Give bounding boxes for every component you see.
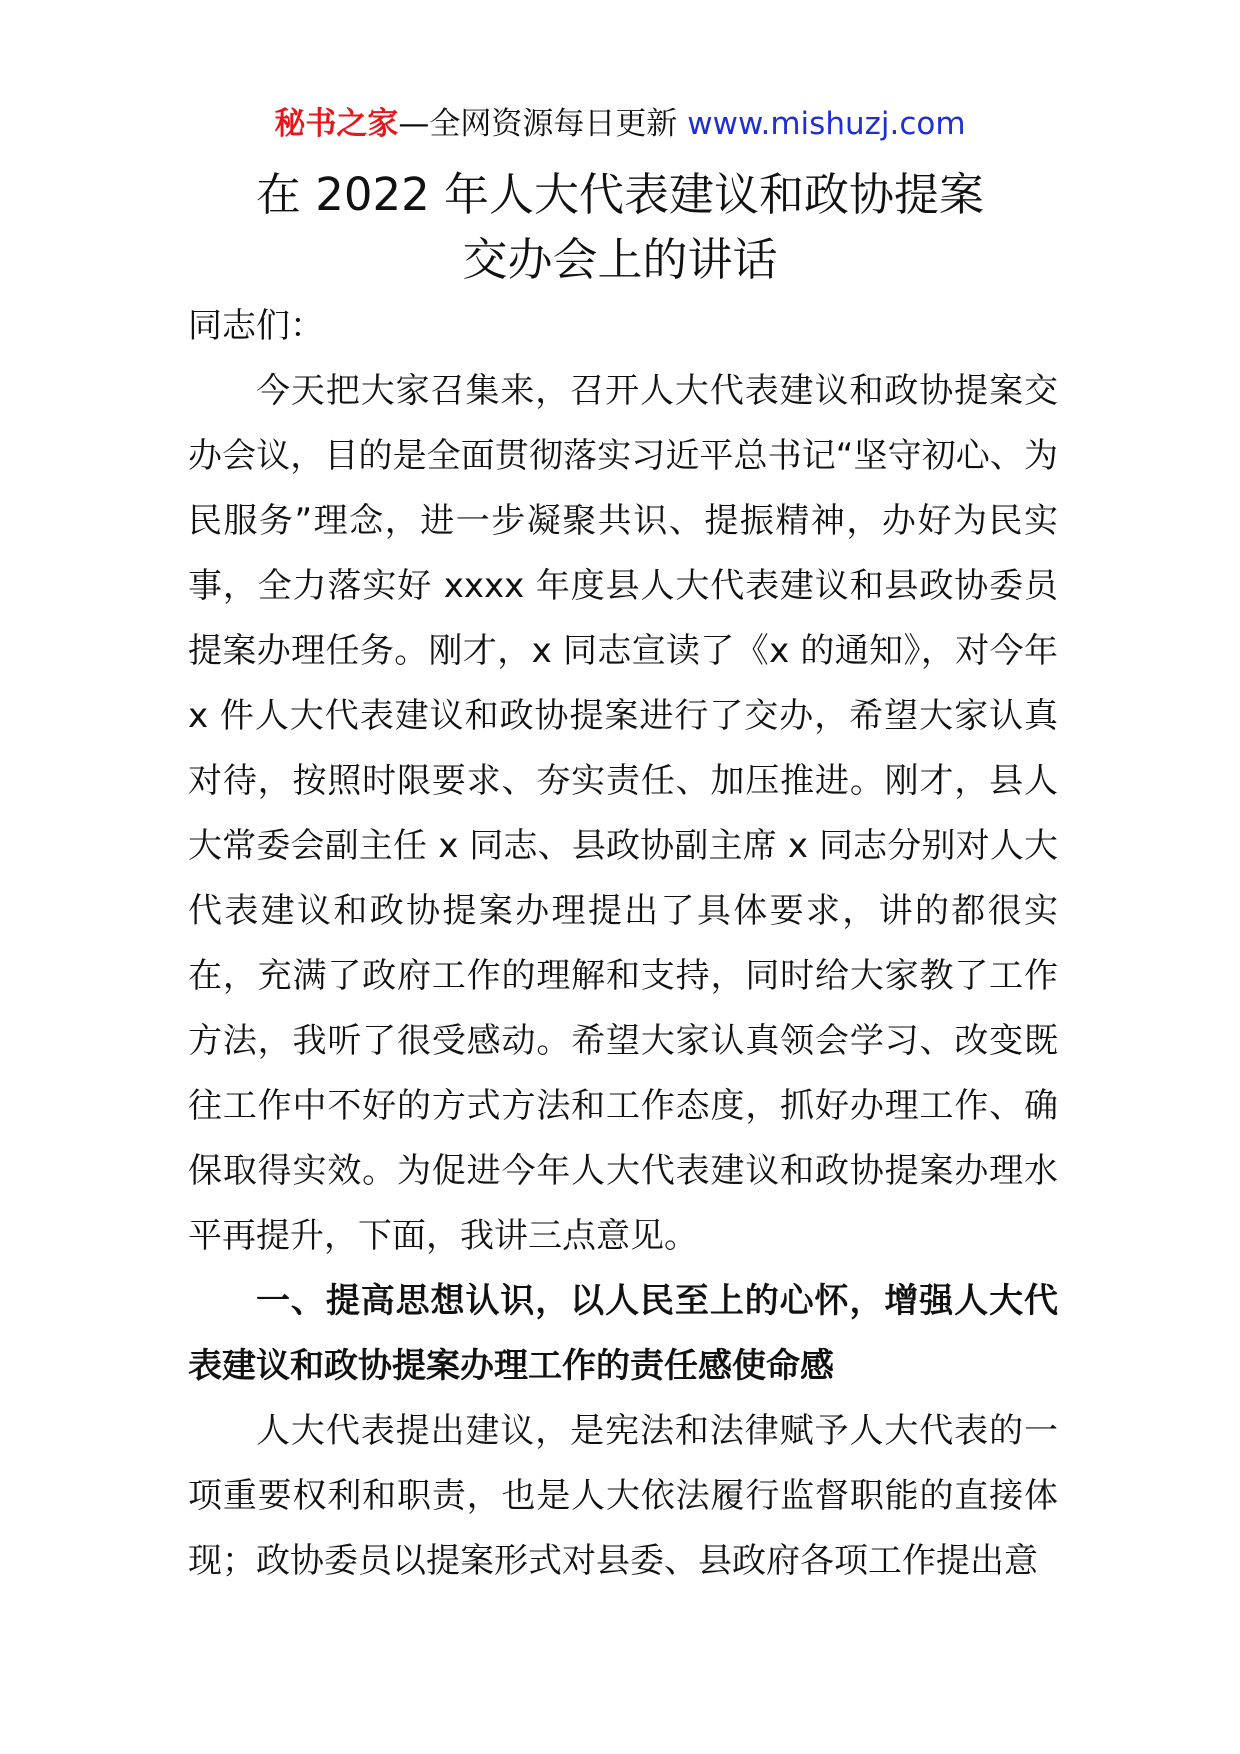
section-1-heading: 一、提高思想认识，以人民至上的心怀，增强人大代表建议和政协提案办理工作的责任感使命感 bbox=[188, 1281, 1058, 1386]
paragraph-2: 人大代表提出建议，是宪法和法律赋予人大代表的一项重要权利和职责，也是人大依法履行监督职能的直接体现；政协委员以提案形式对县委、县政府各项工作提出意 bbox=[188, 1411, 1058, 1581]
site-header bbox=[0, 102, 1240, 146]
document-title-line-1: 在 2022 年人大代表建议和政协提案 bbox=[255, 168, 985, 221]
document-title-line-2: 交办会上的讲话 bbox=[462, 233, 778, 286]
document-title bbox=[0, 162, 1240, 292]
document-body bbox=[188, 294, 1058, 1594]
site-tagline: —全网资源每日更新 bbox=[398, 106, 688, 142]
site-url-link[interactable]: www.mishuzj.com bbox=[687, 106, 966, 142]
salutation: 同志们： bbox=[188, 306, 324, 346]
paragraph-1: 今天把大家召集来，召开人大代表建议和政协提案交办会议，目的是全面贯彻落实习近平总书记“坚守初心、为民服务”理念，进一步凝聚共识、提振精神，办好为民实事，全力落实好 xxxx 年度县人大代表建议和县政协委员提案办理任务。刚才，x 同志宣读了《x 的通知》，对今年 x 件人大代表建议和政协提案进行了交办，希望大家认真对待，按照时限要求、夯实责任、加压推进。刚才，县人大常委会副主任 x 同志、县政协副主席 x 同志分别对人大代表建议和政协提案办理提出了具体要求，讲的都很实在，充满了政府工作的理解和支持，同时给大家教了工作方法，我听了很受感动。希望大家认真领会学习、改变既往工作中不好的方式方法和工作态度，抓好办理工作、确保取得实效。为促进今年人大代表建议和政协提案办理水平再提升，下面，我讲三点意见。 bbox=[188, 371, 1058, 1256]
site-brand: 秘书之家 bbox=[274, 106, 399, 142]
